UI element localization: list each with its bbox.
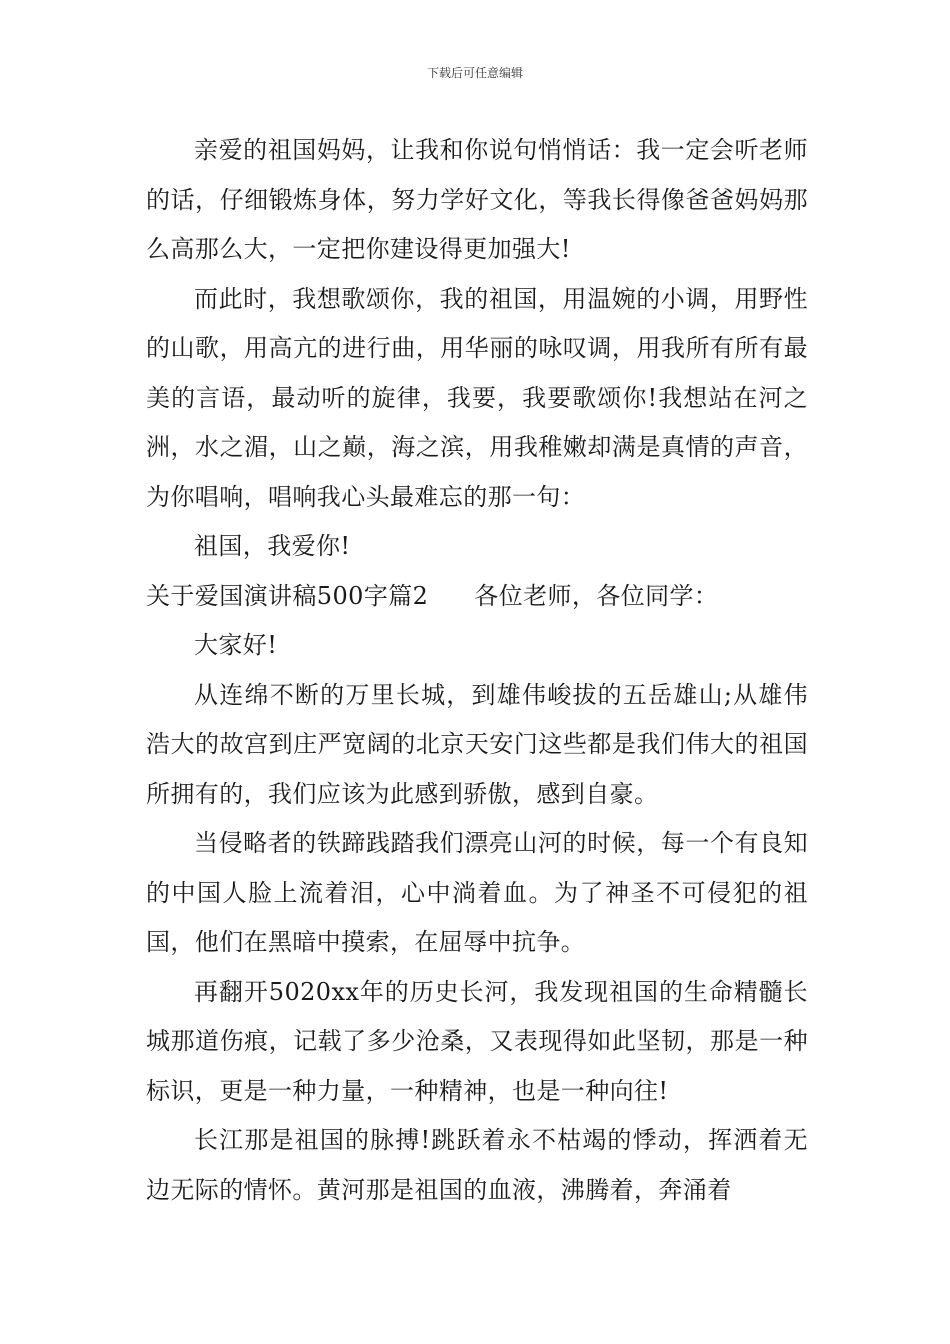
paragraph-6: 当侵略者的铁蹄践踏我们漂亮山河的时候，每一个有良知的中国人脸上流着泪，心中淌着血。为了神圣不可侵犯的祖国，他们在黑暗中摸索，在屈辱中抗争。	[146, 829, 808, 956]
paragraph-1: 亲爱的祖国妈妈，让我和你说句悄悄话：我一定会听老师的话，仔细锻炼身体，努力学好文化，等我长得像爸爸妈妈那么高那么大，一定把你建设得更加强大!	[146, 136, 808, 263]
paragraph-8: 长江那是祖国的脉搏!跳跃着永不枯竭的悸动，挥洒着无边无际的情怀。黄河那是祖国的血液，沸腾着，奔涌着	[146, 1126, 808, 1204]
section-heading-line	[146, 572, 808, 622]
paragraph-4: 大家好!	[194, 631, 278, 659]
page-header: 下载后可任意编辑	[426, 66, 523, 80]
greeting: 各位老师，各位同学：	[474, 581, 719, 610]
paragraph-5: 从连绵不断的万里长城，到雄伟峻拔的五岳雄山;从雄伟浩大的故宫到庄严宽阔的北京天安门这些都是我们伟大的祖国所拥有的，我们应该为此感到骄傲，感到自豪。	[146, 680, 808, 808]
section-heading: 关于爱国演讲稿500字篇2	[146, 581, 429, 610]
paragraph-7: 再翻开5020xx年的历史长河，我发现祖国的生命精髓长城那道伤痕，记载了多少沧桑，又表现得如此坚韧，那是一种标识，更是一种力量，一种精神，也是一种向往!	[146, 977, 808, 1105]
paragraph-2: 而此时，我想歌颂你，我的祖国，用温婉的小调，用野性的山歌，用高亢的进行曲，用华丽的咏叹调，用我所有所有最美的言语，最动听的旋律，我要，我要歌颂你!我想站在河之洲，水之湄，山之巅，海之滨，用我稚嫩却满是真情的声音，为你唱响，唱响我心头最难忘的那一句：	[146, 284, 808, 511]
paragraph-3: 祖国，我爱你!	[194, 532, 351, 560]
document-body	[146, 126, 808, 1215]
